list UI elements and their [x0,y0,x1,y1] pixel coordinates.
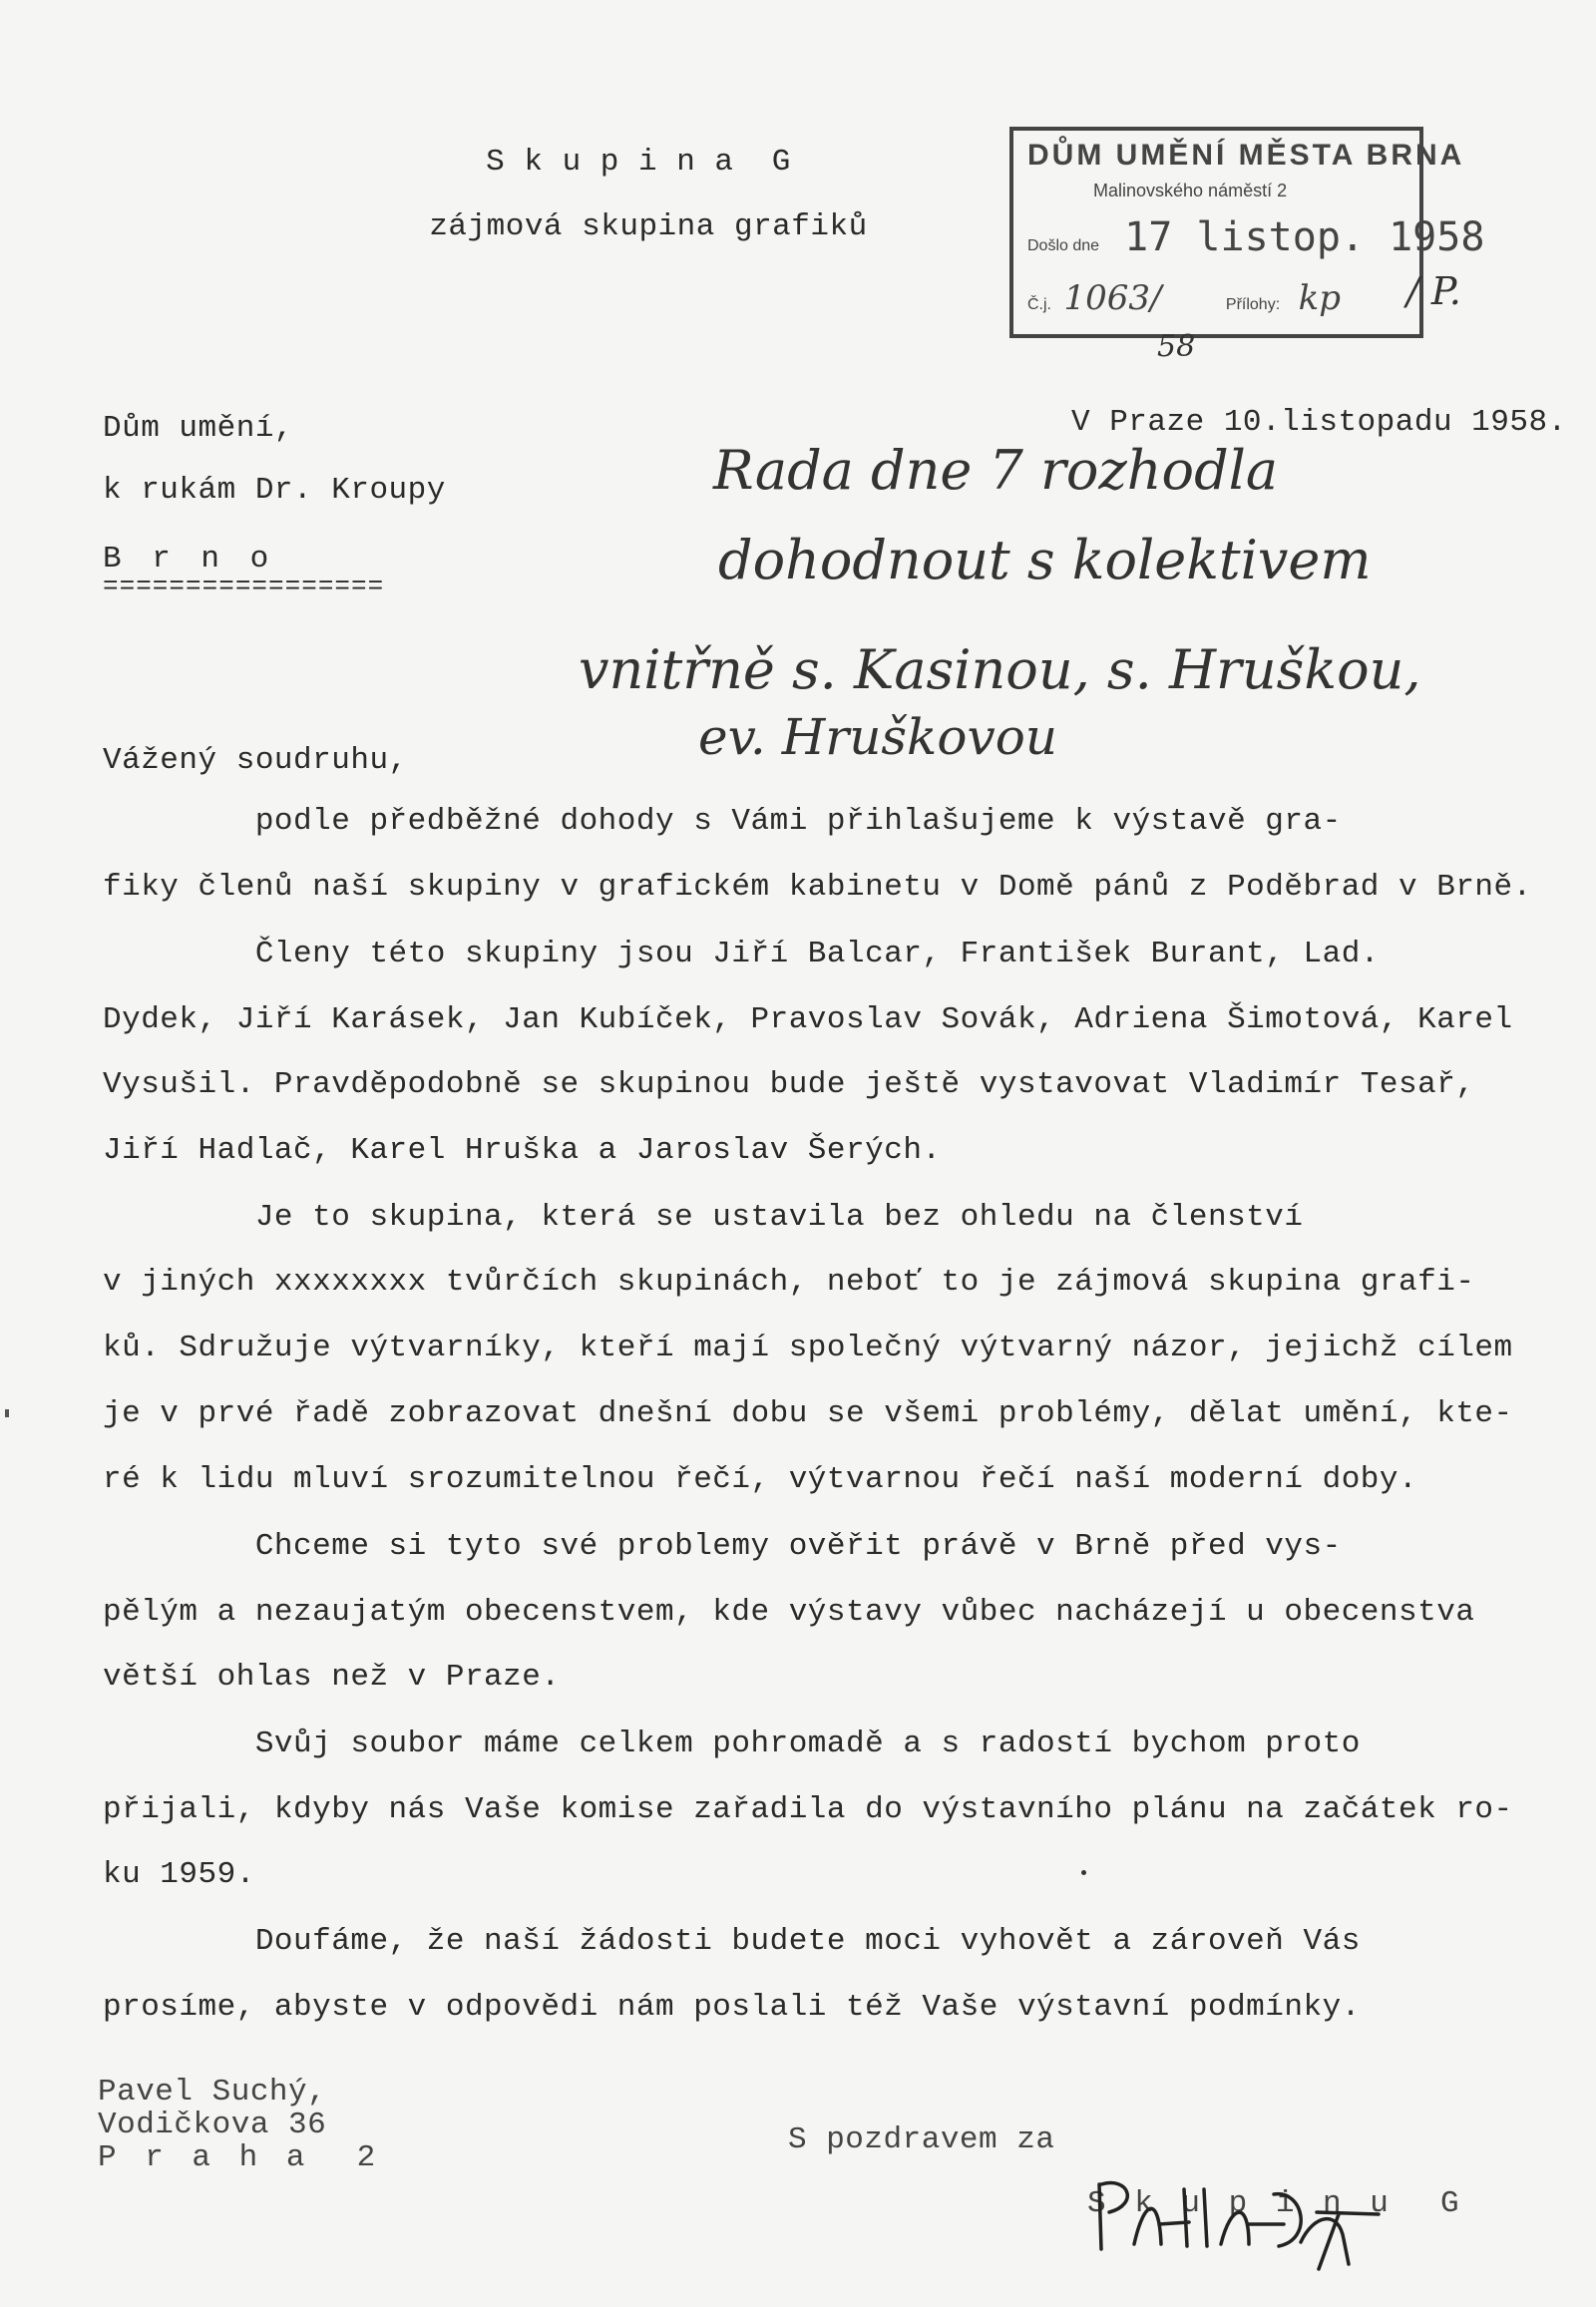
recipient-line1: Dům umění, [103,411,294,446]
recipient-line2: k rukám Dr. Kroupy [103,473,446,508]
body-line: fiky členů naší skupiny v grafickém kabinetu v Domě pánů z Poděbrad v Brně. [103,870,1532,905]
stamp-number-label: Č.j. [1027,296,1051,313]
sender-name: Pavel Suchý, [98,2075,327,2110]
body-line: Jiří Hadlač, Karel Hruška a Jaroslav Šerých. [103,1133,942,1168]
body-line: Je to skupina, která se ustavila bez ohledu na členství [103,1200,1304,1235]
handwritten-note-line4: ev. Hruškovou [698,708,1058,766]
received-stamp [1009,127,1485,338]
body-line: Dydek, Jiří Karásek, Jan Kubíček, Pravoslav Sovák, Adriena Šimotová, Karel [103,1002,1513,1037]
body-line: ku 1959. [103,1857,255,1892]
body-line: přijali, kdyby nás Vaše komise zařadila do výstavního plánu na začátek ro- [103,1792,1513,1827]
stamp-attach-label: Přílohy: [1225,296,1281,313]
stamp-received-label: Došlo dne [1027,237,1100,254]
body-line: ré k lidu mluví srozumitelnou řečí, výtvarnou řečí naší moderní doby. [103,1462,1418,1497]
body-line: prosíme, abyste v odpovědi nám poslali též Vaše výstavní podmínky. [103,1990,1361,2025]
body-line: větší ohlas než v Praze. [103,1660,561,1695]
sender-city: P r a h a 2 [98,2140,381,2175]
place-date: V Praze 10.listopadu 1958. [1071,405,1567,440]
stamp-extra: / P. [1406,269,1461,313]
handwritten-note-line1: Rada dne 7 rozhodla [713,439,1279,502]
closing-greeting: S pozdravem za [788,2122,1055,2157]
stamp-title: DŮM UMĚNÍ MĚSTA BRNA [1027,139,1465,172]
stamp-address: Malinovského náměstí 2 [1093,181,1288,200]
salutation: Vážený soudruhu, [103,743,408,778]
letterhead-subtitle: zájmová skupina grafiků [429,209,868,244]
stamp-received-date: 17 listop. 1958 [1124,214,1485,260]
margin-mark [5,1409,9,1417]
body-line: Vysušil. Pravděpodobně se skupinou bude ještě vystavovat Vladimír Tesař, [103,1067,1475,1102]
stamp-number-value: 1063/ [1063,278,1162,318]
body-line: pělým a nezaujatým obecenstvem, kde výstavy vůbec nacházejí u obecenstva [103,1595,1475,1630]
recipient-underline: ================= [103,572,385,601]
handwritten-note-line2: dohodnout s kolektivem [718,529,1372,591]
recipient-city: B r n o [103,542,275,577]
body-line: ků. Sdružuje výtvarníky, kteří mají společný výtvarný názor, jejichž cílem [103,1331,1513,1365]
body-line: podle předběžné dohody s Vámi přihlašujeme k výstavě gra- [103,804,1342,839]
body-line: je v prvé řadě zobrazovat dnešní dobu se všemi problémy, dělat umění, kte- [103,1396,1513,1431]
body-line: v jiných xxxxxxxx tvůrčích skupinách, neboť to je zájmová skupina grafi- [103,1265,1475,1300]
closing-group: S k u p i n u G [1087,2186,1464,2221]
sender-street: Vodičkova 36 [98,2108,327,2142]
body-line: Doufáme, že naší žádosti budete moci vyhovět a zároveň Vás [103,1924,1361,1959]
signature-image [1089,2154,1389,2274]
stamp-number-row [1027,278,1341,318]
stamp-attach-value: kp [1298,278,1341,318]
body-line: Členy této skupiny jsou Jiří Balcar, František Burant, Lad. [103,937,1380,971]
ink-dot [1081,1870,1086,1875]
stamp-below: 58 [1157,329,1196,364]
body-line: Svůj soubor máme celkem pohromadě a s radostí bychom proto [103,1727,1361,1761]
body-line: Chceme si tyto své problemy ověřit právě v Brně před vys- [103,1529,1342,1564]
letterhead-group-name: S k u p i n a G [486,145,791,180]
stamp-date-row [1027,214,1484,260]
handwritten-note-line3: vnitřně s. Kasinou, s. Hruškou, [579,638,1421,701]
